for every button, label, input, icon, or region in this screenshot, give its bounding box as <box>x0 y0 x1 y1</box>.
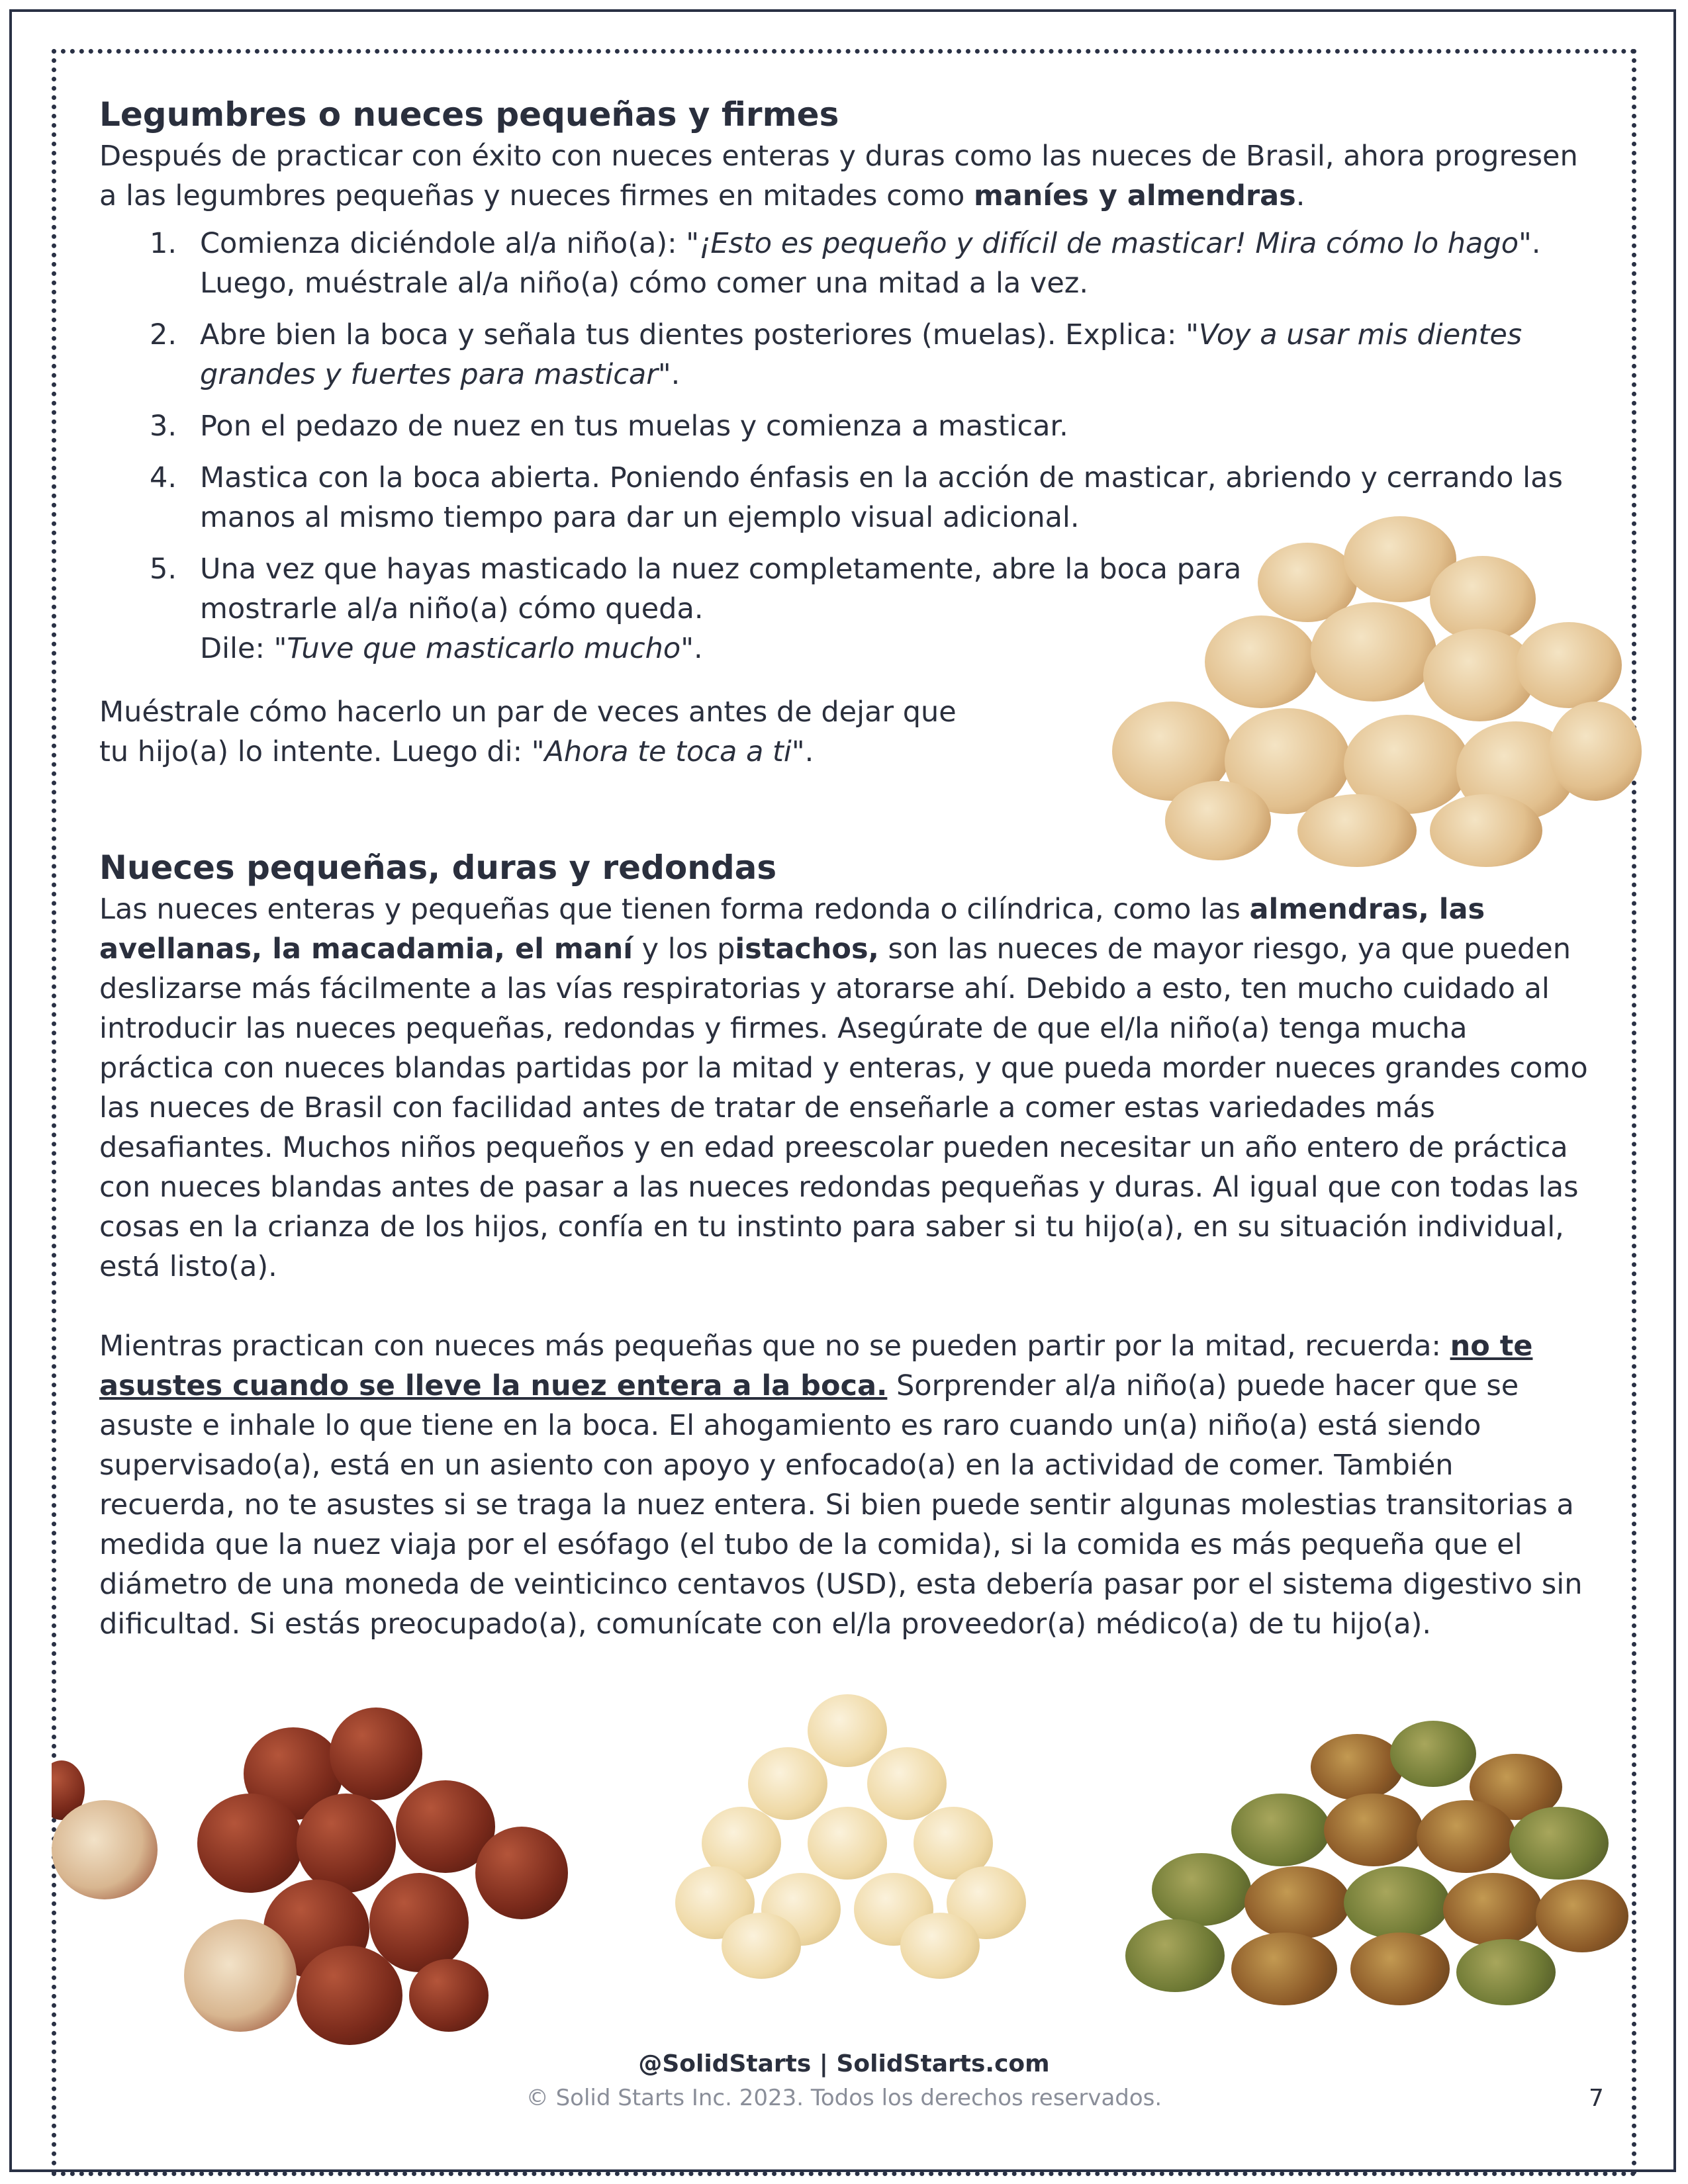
section2-p1-bold: almendras, las avellanas, la macadamia, el maní <box>99 893 1485 966</box>
section2-p1-text: Las nueces enteras y pequeñas que tienen forma redonda o cilíndrica, como las <box>99 893 1250 926</box>
section1-outro-quote: "Ahora te toca a ti" <box>531 735 805 768</box>
section1-intro-end: . <box>1295 179 1305 212</box>
step-quote: "¡Esto es pequeño y difícil de masticar! Mira cómo lo hago" <box>686 227 1532 260</box>
step-text-end: . Luego, muéstrale al/a niño(a) cómo comer una mitad a la vez. <box>200 227 1541 300</box>
list-item <box>99 549 1286 668</box>
page-content <box>99 93 1589 1644</box>
list-item <box>99 224 1589 303</box>
list-item <box>99 315 1589 394</box>
step-text: Mastica con la boca abierta. Poniendo énfasis en la acción de masticar, abriendo y cerrando las manos al mismo tiempo para dar un ejemplo visual adicional. <box>200 461 1563 534</box>
section1-intro <box>99 136 1589 216</box>
section2-p1-bold-2: istachos, <box>735 933 879 966</box>
step-text: Comienza diciéndole al/a niño(a): <box>200 227 686 260</box>
footer-links: @SolidStarts | SolidStarts.com <box>638 2050 1050 2077</box>
steps-list <box>99 224 1589 668</box>
step-text-lead: Dile: <box>200 632 274 665</box>
section2-heading: Nueces pequeñas, duras y redondas <box>99 848 777 887</box>
hazelnuts-photo <box>52 1707 614 2052</box>
section1-outro-end: . <box>804 735 814 768</box>
section2-p1-text-2: y los p <box>633 933 735 966</box>
section2-p2-text-2: Sorprender al/a niño(a) puede hacer que se asuste e inhale lo que tiene en la boca. El ahogamiento es raro cuando un(a) niño(a) está siendo supervisado(a), está en un asiento con apoyo y enfocado(a) en la actividad de comer. También recuerda, no te asustes si se traga la nuez entera. Si bien puede sentir algunas molestias transitorias a medida que la nuez viaja por el esófago (el tubo de la comida), si la comida es más pequeña que el diámetro de una moneda de veinticinco centavos (USD), esta debería pasar por el sistema digestivo sin dificultad. Si estás preocupado(a), comunícate con el/la proveedor(a) médico(a) de tu hijo(a). <box>99 1369 1583 1641</box>
step-text: Abre bien la boca y señala tus dientes posteriores (muelas). Explica: <box>200 318 1186 351</box>
list-item <box>99 458 1589 537</box>
step-text-end: . <box>694 632 703 665</box>
section2-p1-text-3: son las nueces de mayor riesgo, ya que pueden deslizarse más fácilmente a las vías respiratorias y atorarse ahí. Debido a esto, ten mucho cuidado al introducir las nueces pequeñas, redondas y firmes. Asegúrate de que el/la niño(a) tenga mucha práctica con nueces blandas partidas por la mitad y enteras, y que pueda morder nueces grandes como las nueces de Brasil con facilidad antes de tratar de enseñarle a comer estas variedades más desafiantes. Muchos niños pequeños y en edad preescolar pueden necesitar un año entero de práctica con nueces blandas antes de pasar a las nueces redondas pequeñas y duras. Al igual que con todas las cosas en la crianza de los hijos, confía en tu instinto para saber si tu hijo(a), en su situación individual, está listo(a). <box>99 933 1588 1283</box>
section1-heading: Legumbres o nueces pequeñas y firmes <box>99 95 839 134</box>
step-text-end: . <box>671 358 680 391</box>
step-number: 4. <box>150 461 177 494</box>
section2-p2-underlined: no te asustes cuando se lleve la nuez entera a la boca. <box>99 1330 1533 1402</box>
section2-paragraph-2 <box>99 1326 1589 1644</box>
pistachios-photo <box>1112 1721 1642 2025</box>
section2-p2-text: Mientras practican con nueces más pequeñas que no se pueden partir por la mitad, recuerda: <box>99 1330 1450 1363</box>
footer-copyright: © Solid Starts Inc. 2023. Todos los derechos reservados. <box>526 2085 1162 2111</box>
step-number: 2. <box>150 318 177 351</box>
page-number: 7 <box>1589 2085 1604 2112</box>
section1-intro-bold: maníes y almendras <box>973 179 1296 212</box>
step-number: 5. <box>150 553 177 586</box>
step-text: Pon el pedazo de nuez en tus muelas y comienza a masticar. <box>200 410 1068 443</box>
step-number: 3. <box>150 410 177 443</box>
step-quote: "Voy a usar mis dientes grandes y fuertes para masticar" <box>200 318 1523 391</box>
step-number: 1. <box>150 227 177 260</box>
section1-intro-text: Después de practicar con éxito con nueces enteras y duras como las nueces de Brasil, ahora progresen a las legumbres pequeñas y nueces firmes en mitades como <box>99 140 1578 212</box>
section1-outro-text: Muéstrale cómo hacerlo un par de veces antes de dejar que tu hijo(a) lo intente. Luego di: <box>99 696 957 768</box>
section1-outro <box>99 692 986 772</box>
step-quote: "Tuve que masticarlo mucho" <box>273 632 694 665</box>
macadamia-photo <box>675 1694 1046 1992</box>
section2-paragraph-1 <box>99 889 1589 1287</box>
step-text: Una vez que hayas masticado la nuez completamente, abre la boca para mostrarle al/a niño(a) cómo queda. <box>200 553 1242 625</box>
list-item <box>99 406 1589 446</box>
